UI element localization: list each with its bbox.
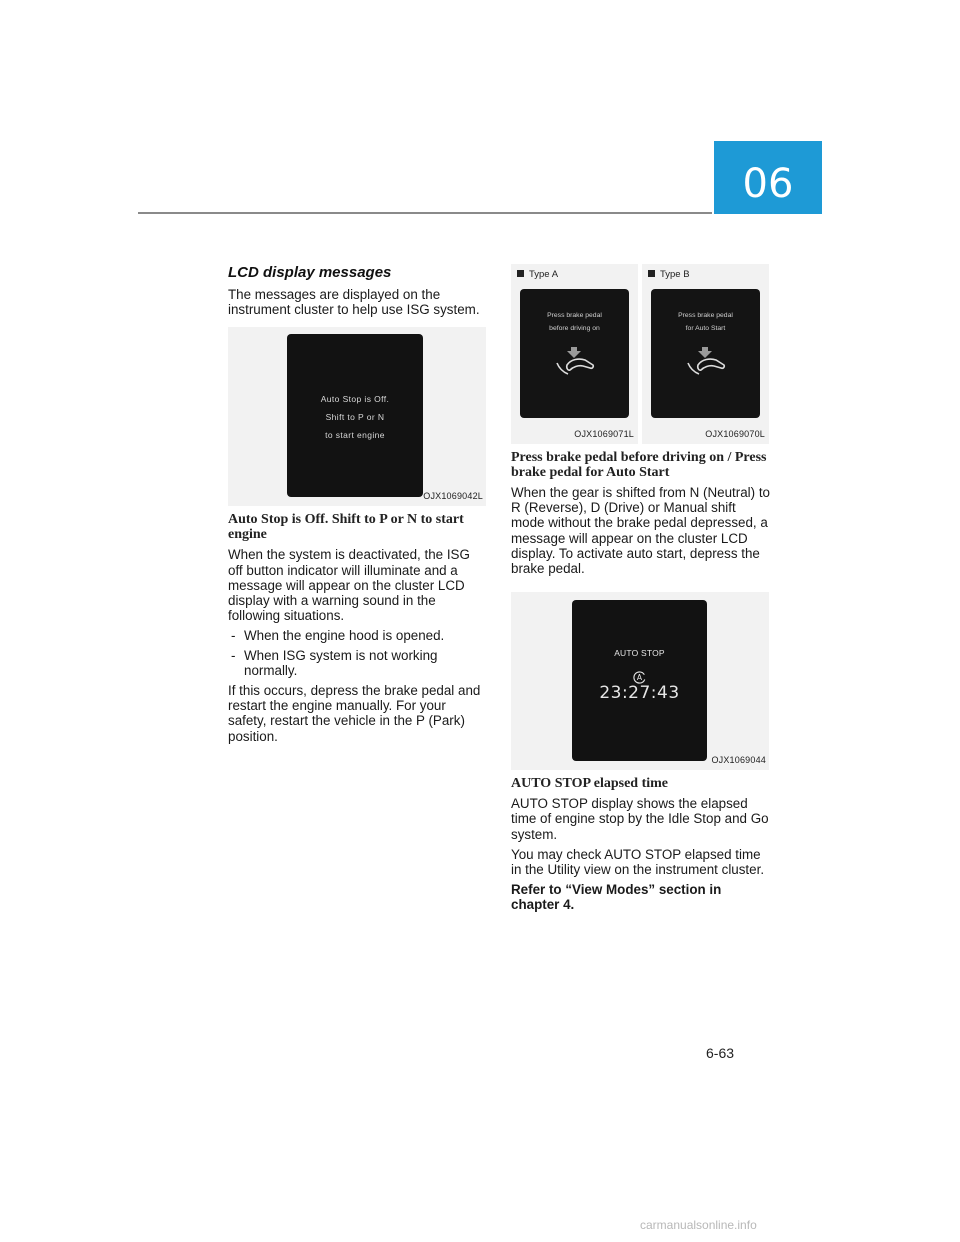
cluster-screen [287,334,423,497]
situation-list [228,628,486,678]
header-divider [138,212,712,214]
figure-type-b [642,264,769,444]
list-item: - When the engine hood is opened. [228,628,486,643]
cluster-message [287,390,423,444]
subheading-brake-pedal: Press brake pedal before driving on / Press brake pedal for Auto Start [511,450,767,480]
subheading-auto-stop-off: Auto Stop is Off. Shift to P or N to start engine [228,512,464,543]
figure-code: OJX1069044 [711,755,766,766]
left-column [228,264,486,749]
paragraph: You may check AUTO STOP elapsed time in the Utility view on the instrument cluster. [511,846,765,878]
cluster-message [651,309,760,335]
cluster-message-line: for Auto Start [685,325,726,332]
cluster-message-line: Auto Stop is Off. [320,394,390,405]
cluster-message-line: Shift to P or N [325,412,385,423]
cluster-message-line: Press brake pedal [547,312,602,319]
paragraph: If this occurs, depress the brake pedal and restart the engine manually. For your safety, restart the vehicle in the P (Park) position. [228,683,481,744]
paragraph: When the system is deactivated, the ISG off button indicator will illuminate and a message will appear on the cluster LCD display with a warning sound in the following situations. [228,547,470,624]
type-label [648,267,690,282]
brake-pedal-icon [553,343,597,377]
cluster-message-line: Press brake pedal [678,312,733,319]
figure-type-a [511,264,638,444]
paragraph: When the gear is shifted from N (Neutral) to R (Reverse), D (Drive) or Manual shift mode without the brake pedal depressed, a message will appear on the cluster LCD display. To activate auto start, depress the brake pedal. [511,485,770,577]
auto-stop-indicator-letter: A [636,673,643,683]
figure-code: OJX1069070L [705,428,765,439]
right-column [511,264,771,918]
square-bullet-icon [517,270,524,277]
cluster-message [520,309,629,335]
type-label-text: Type B [660,269,690,280]
page-number: 6-63 [706,1045,735,1061]
cluster-screen [651,289,760,418]
figure-auto-stop-time [511,592,769,770]
auto-stop-title: AUTO STOP [614,648,665,659]
cluster-screen [520,289,629,418]
watermark: carmanualsonline.info [640,1218,757,1232]
paragraph: AUTO STOP display shows the elapsed time of engine stop by the Idle Stop and Go system. [511,796,769,842]
type-label-text: Type A [529,269,559,280]
type-label [517,267,558,282]
list-item: - When ISG system is not working normally. [228,648,486,678]
reference-note: Refer to “View Modes” section in chapter 4. [511,882,722,913]
brake-pedal-icon [684,343,728,377]
intro-paragraph: The messages are displayed on the instrument cluster to help use ISG system. [228,287,480,318]
subheading-elapsed-time: AUTO STOP elapsed time [511,776,669,792]
section-title: LCD display messages [228,264,392,281]
cluster-message-line: before driving on [549,325,600,332]
chapter-number: 06 [742,161,794,207]
cluster-screen [572,600,707,761]
figure-code: OJX1069071L [574,428,634,439]
figure-code: OJX1069042L [423,491,483,502]
figure-auto-stop-off [228,327,486,506]
elapsed-time: 23:27:43 [599,683,680,704]
square-bullet-icon [648,270,655,277]
cluster-message-line: to start engine [325,430,385,441]
figure-pair-brake-pedal [511,264,769,444]
chapter-tab [714,141,822,214]
